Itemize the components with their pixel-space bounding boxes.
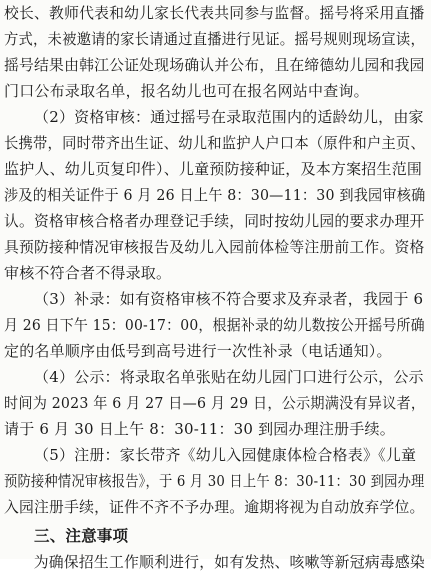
text-line: 监护人、幼儿页复印件）、儿童预防接种证，及本方案招生范围 bbox=[4, 160, 423, 178]
text-line: 认。资格审核合格者办理登记手续，同时按幼儿园的要求办理开 bbox=[4, 212, 425, 230]
paragraph-registration-start: （5）注册：家长带齐《幼儿入园健康体检合格表》《儿童 bbox=[34, 446, 417, 464]
text-line: 审核不符合者不得录取。 bbox=[4, 264, 172, 282]
section-heading-notes: 三、注意事项 bbox=[34, 527, 129, 545]
text-line: 涉及的相关证件于 6 月 26 日上午 8：30—11：30 到我园审核确 bbox=[4, 186, 426, 204]
text-line: 长携带，同时带齐出生证、幼儿和监护人户口本（原件和户主页、 bbox=[4, 134, 425, 152]
text-line: 摇号结果由韩江公证处现场确认并公布，且在缔德幼儿园和我园 bbox=[4, 56, 425, 74]
paragraph-supplementary-start: （3）补录：如有资格审核不符合要求及弃录者，我园于 6 bbox=[34, 290, 424, 308]
text-line: 具预防接种情况审核报告及幼儿入园前体检等注册前工作。资格 bbox=[4, 238, 425, 256]
text-line: 请于 6 月 30 日上午 8：30-11：30 到园办理注册手续。 bbox=[4, 420, 395, 438]
paragraph-qualification-start: （2）资格审核：通过摇号在录取范围内的适龄幼儿，由家 bbox=[34, 108, 424, 126]
text-line: 校长、教师代表和幼儿家长代表共同参与监督。摇号将采用直播 bbox=[4, 4, 425, 22]
text-line: 预防接种情况审核报告》，于 6 月 30 日上午 8：30-11：30 到园办理 bbox=[4, 472, 425, 490]
text-line: 入园注册手续，证件不齐不予办理。逾期将视为自动放弃学位。 bbox=[4, 498, 425, 516]
text-line: 定的名单顺序由低号到高号进行一次性补录（电话通知）。 bbox=[4, 342, 392, 360]
text-line: 月 26 日下午 15：00-17：00，根据补录的幼儿数按公开摇号所确 bbox=[4, 316, 425, 334]
text-line: 门口公布录取名单，报名幼儿也可在报名网站中查询。 bbox=[4, 82, 369, 100]
paragraph-notes-start: 为确保招生工作顺利进行，如有发热、咳嗽等新冠病毒感染 bbox=[33, 553, 425, 571]
text-line: 时间为 2023 年 6 月 27 日—6 月 29 日，公示期满没有异议者， bbox=[4, 394, 426, 412]
paragraph-publicity-start: （4）公示：将录取名单张贴在幼儿园门口进行公示，公示 bbox=[34, 368, 424, 386]
text-line: 方式，未被邀请的家长请通过直播进行见证。摇号规则现场宣读， bbox=[4, 30, 425, 48]
